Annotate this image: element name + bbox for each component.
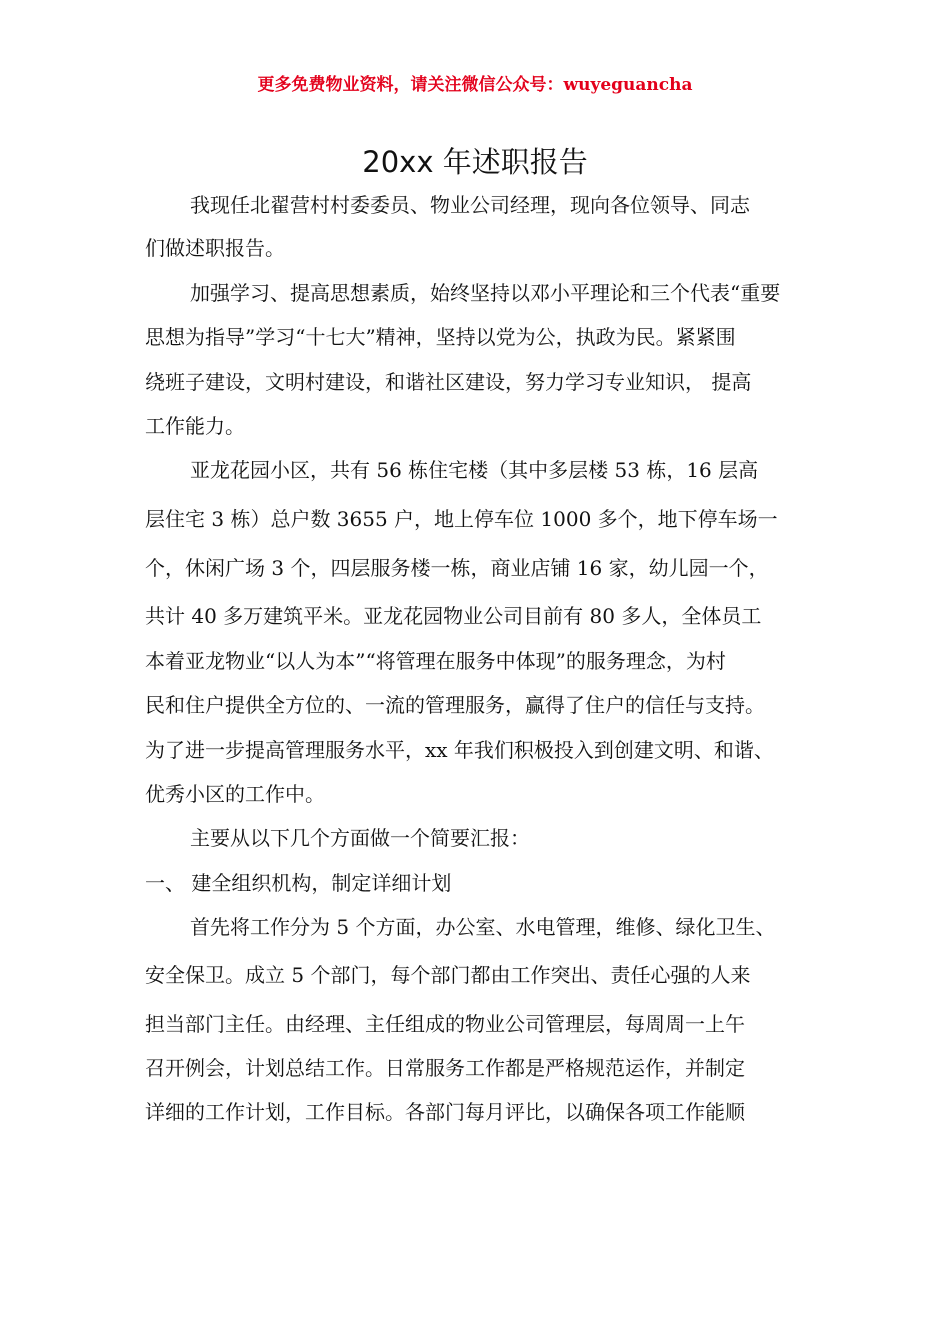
body-line: 工作能力。 <box>145 414 245 438</box>
body-line: 层住宅 3 栋）总户数 3655 户，地上停车位 1000 多个，地下停车场一 <box>145 507 778 531</box>
body-line: 加强学习、提高思想素质，始终坚持以邓小平理论和三个代表“重要 <box>190 281 781 305</box>
body-line: 共计 40 多万建筑平米。亚龙花园物业公司目前有 80 多人，全体员工 <box>145 604 762 628</box>
promo-banner: 更多免费物业资料，请关注微信公众号：wuyeguancha <box>257 75 693 95</box>
body-line: 优秀小区的工作中。 <box>145 782 325 806</box>
body-line: 思想为指导”学习“十七大”精神，坚持以党为公，执政为民。紧紧围 <box>145 325 736 349</box>
section-heading: 一、 建全组织机构，制定详细计划 <box>145 871 452 895</box>
body-line: 担当部门主任。由经理、主任组成的物业公司管理层，每周周一上午 <box>145 1012 745 1036</box>
body-line: 主要从以下几个方面做一个简要汇报： <box>190 826 530 850</box>
body-line: 本着亚龙物业“以人为本”“将管理在服务中体现”的服务理念，为村 <box>145 649 726 673</box>
body-line: 详细的工作计划，工作目标。各部门每月评比，以确保各项工作能顺 <box>145 1100 745 1124</box>
body-line: 首先将工作分为 5 个方面，办公室、水电管理，维修、绿化卫生、 <box>190 915 776 939</box>
body-line: 民和住户提供全方位的、一流的管理服务，赢得了住户的信任与支持。 <box>145 693 765 717</box>
body-line: 个，休闲广场 3 个，四层服务楼一栋，商业店铺 16 家，幼儿园一个， <box>145 556 769 580</box>
body-line: 为了进一步提高管理服务水平，xx 年我们积极投入到创建文明、和谐、 <box>145 738 774 762</box>
body-line: 们做述职报告。 <box>145 236 285 260</box>
page-title: 20xx 年述职报告 <box>362 145 588 179</box>
body-line: 绕班子建设，文明村建设，和谐社区建设，努力学习专业知识， 提高 <box>145 370 752 394</box>
body-line: 我现任北翟营村村委委员、物业公司经理，现向各位领导、同志 <box>190 193 750 217</box>
body-line: 亚龙花园小区，共有 56 栋住宅楼（其中多层楼 53 栋，16 层高 <box>190 458 759 482</box>
body-line: 召开例会，计划总结工作。日常服务工作都是严格规范运作，并制定 <box>145 1056 745 1080</box>
body-line: 安全保卫。成立 5 个部门，每个部门都由工作突出、责任心强的人来 <box>145 963 751 987</box>
